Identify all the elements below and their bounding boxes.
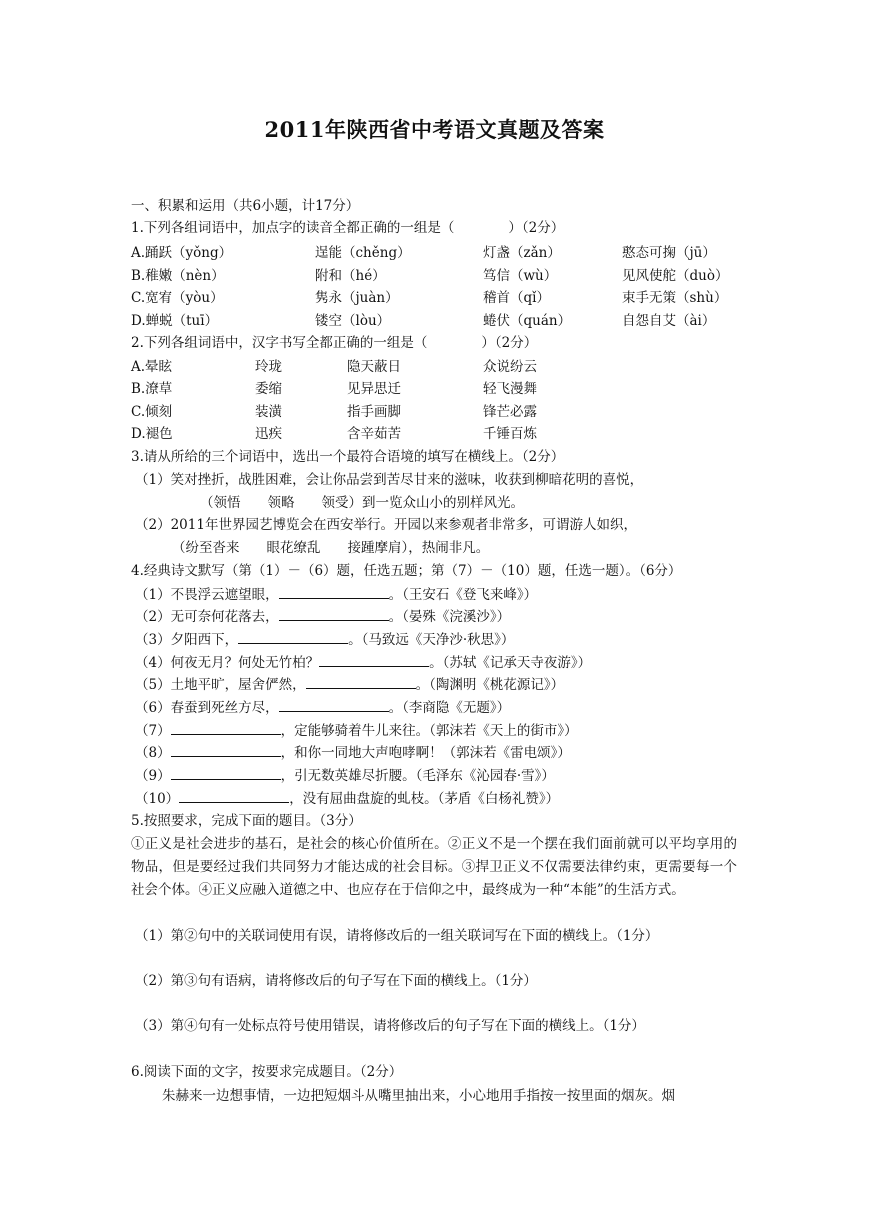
q4-item — [135, 584, 537, 605]
q4-item-post: ，和你一同地大声咆哮啊！（郭沫若《雷电颂》） — [280, 745, 571, 761]
q5-sub-1: （1）第②句中的关联词使用有误，请将修改后的一组关联词写在下面的横线上。（1分） — [135, 928, 659, 944]
answer-blank[interactable] — [279, 606, 389, 621]
q5-sub-3: （3）第④句有一处标点符号使用错误，请将修改后的句子写在下面的横线上。（1分） — [135, 1018, 645, 1034]
q1-option-d-3: 蜷伏（quán） — [483, 313, 572, 329]
q1-option-b-4: 见风使舵（duò） — [622, 268, 729, 284]
q5-stem: 5.按照要求，完成下面的题目。（3分） — [131, 813, 362, 829]
q1-option-c-2: 隽永（juàn） — [315, 290, 399, 306]
q2-option-d-3: 含辛茹苦 — [347, 426, 401, 442]
q4-item — [135, 629, 514, 650]
answer-blank[interactable] — [171, 742, 281, 757]
q2-option-a-1: A.晕眩 — [131, 359, 173, 375]
q4-item — [135, 697, 510, 718]
q2-option-c-2: 装潢 — [255, 404, 282, 420]
q1-option-a-3: 灯盏（zǎn） — [483, 245, 561, 261]
q2-option-b-3: 见异思迁 — [347, 381, 401, 397]
answer-blank[interactable] — [238, 629, 348, 644]
q3-choices-1: （领悟 领略 领受）到一览众山小的别样风光。 — [200, 495, 524, 511]
q2-option-a-3: 隐天蔽日 — [347, 359, 401, 375]
q2-option-b-2: 委缩 — [255, 381, 282, 397]
q1-option-b-1: B.稚嫩（nèn） — [131, 268, 225, 284]
q2-stem: 2.下列各组词语中，汉字书写全都正确的一组是（ ）（2分） — [131, 335, 538, 351]
q1-stem: 1.下列各组词语中，加点字的读音全都正确的一组是（ ）（2分） — [131, 220, 565, 236]
q6-text: 朱赫来一边想事情，一边把短烟斗从嘴里抽出来，小心地用手指按一按里面的烟灰。烟 — [162, 1088, 675, 1104]
answer-blank[interactable] — [319, 652, 429, 667]
q4-item-pre: （3）夕阳西下， — [135, 632, 239, 648]
q1-option-d-4: 自怨自艾（ài） — [622, 313, 716, 329]
q2-option-d-4: 千锤百炼 — [483, 426, 537, 442]
q2-option-d-2: 迅疾 — [255, 426, 282, 442]
q4-item — [135, 765, 555, 786]
q4-item-post: 。（晏殊《浣溪沙》） — [388, 609, 511, 625]
q3-sentence-2: （2）2011年世界园艺博览会在西安举行。开园以来参观者非常多，可谓游人如织， — [135, 517, 637, 533]
answer-blank[interactable] — [279, 697, 389, 712]
q4-item — [135, 606, 510, 627]
q4-item-post: 。（苏轼《记承天寺夜游》） — [429, 655, 592, 671]
q4-item-pre: （7） — [135, 723, 171, 739]
q2-option-b-1: B.潦草 — [131, 381, 173, 397]
q2-option-a-2: 玲珑 — [255, 359, 282, 375]
q3-choices-2: （纷至沓来 眼花缭乱 接踵摩肩），热闹非凡。 — [172, 540, 490, 556]
q2-option-b-4: 轻飞漫舞 — [483, 381, 537, 397]
q1-option-a-1: A.踊跃（yǒng） — [131, 245, 233, 261]
q1-option-a-2: 逞能（chěng） — [315, 245, 411, 261]
q4-item — [135, 788, 559, 809]
q4-item-post: 。（陶渊明《桃花源记》） — [415, 677, 565, 693]
q1-option-c-3: 稽首（qǐ） — [483, 290, 550, 306]
q4-item — [135, 720, 578, 741]
q4-item-pre: （2）无可奈何花落去， — [135, 609, 279, 625]
q3-stem: 3.请从所给的三个词语中，选出一个最符合语境的填写在横线上。（2分） — [131, 449, 565, 465]
answer-blank[interactable] — [279, 584, 389, 599]
q4-stem: 4.经典诗文默写（第（1）－（6）题，任选五题；第（7）－（10）题，任选一题）。（6分） — [131, 563, 682, 579]
q4-item-post: 。（马致远《天净沙·秋思》） — [348, 632, 515, 648]
q1-option-c-4: 束手无策（shù） — [622, 290, 728, 306]
answer-blank[interactable] — [171, 765, 281, 780]
q4-item-post: ，定能够骑着牛儿来往。（郭沫若《天上的街市》） — [280, 723, 578, 739]
q1-option-c-1: C.宽宥（yòu） — [131, 290, 224, 306]
q1-option-d-1: D.蝉蜕（tuī） — [131, 313, 219, 329]
q6-stem: 6.阅读下面的文字，按要求完成题目。（2分） — [131, 1064, 403, 1080]
q5-sub-2: （2）第③句有语病，请将修改后的句子写在下面的横线上。（1分） — [135, 973, 537, 989]
q4-item-post: 。（李商隐《无题》） — [388, 700, 511, 716]
q2-option-c-1: C.倾刻 — [131, 404, 173, 420]
q1-option-b-3: 笃信（wù） — [483, 268, 558, 284]
q2-option-c-3: 指手画脚 — [347, 404, 401, 420]
q2-option-c-4: 锋芒必露 — [483, 404, 537, 420]
q4-item-pre: （9） — [135, 768, 171, 784]
q4-item — [135, 674, 564, 695]
q4-item-post: 。（王安石《登飞来峰》） — [388, 587, 538, 603]
q4-item — [135, 742, 571, 763]
q1-option-d-2: 镂空（lòu） — [315, 313, 391, 329]
q4-item-pre: （5）土地平旷，屋舍俨然， — [135, 677, 306, 693]
q4-item-pre: （1）不畏浮云遮望眼， — [135, 587, 279, 603]
answer-blank[interactable] — [171, 720, 281, 735]
q4-item — [135, 652, 591, 673]
q4-item-post: ，没有屈曲盘旋的虬枝。（茅盾《白杨礼赞》） — [289, 791, 560, 807]
q4-item-pre: （6）春蚕到死丝方尽， — [135, 700, 279, 716]
q5-passage: ①正义是社会进步的基石，是社会的核心价值所在。②正义不是一个摆在我们面前就可以平均享用的物品，但是要经过我们共同努力才能达成的社会目标。③捍卫正义不仅需要法律约束，更需要每一个社会个体。④正义应融入道德之中、也应存在于信仰之中，最终成为一种“本能”的生活方式。 — [131, 836, 737, 898]
section-heading: 一、积累和运用（共6小题，计17分） — [131, 198, 360, 214]
answer-blank[interactable] — [179, 788, 289, 803]
q4-item-pre: （4）何夜无月？何处无竹柏？ — [135, 655, 320, 671]
q2-option-d-1: D.褪色 — [131, 426, 173, 442]
q4-item-pre: （10） — [135, 791, 180, 807]
q1-option-b-2: 附和（hé） — [315, 268, 386, 284]
page-title: 2011年陕西省中考语文真题及答案 — [264, 117, 605, 142]
q2-option-a-4: 众说纷云 — [483, 359, 537, 375]
q1-option-a-4: 憨态可掬（jū） — [622, 245, 716, 261]
answer-blank[interactable] — [306, 674, 416, 689]
q3-sentence-1: （1）笑对挫折，战胜困难，会让你品尝到苦尽甘来的滋味，收获到柳暗花明的喜悦， — [135, 472, 644, 488]
q4-item-pre: （8） — [135, 745, 171, 761]
q4-item-post: ，引无数英雄尽折腰。（毛泽东《沁园春·雪》） — [280, 768, 555, 784]
